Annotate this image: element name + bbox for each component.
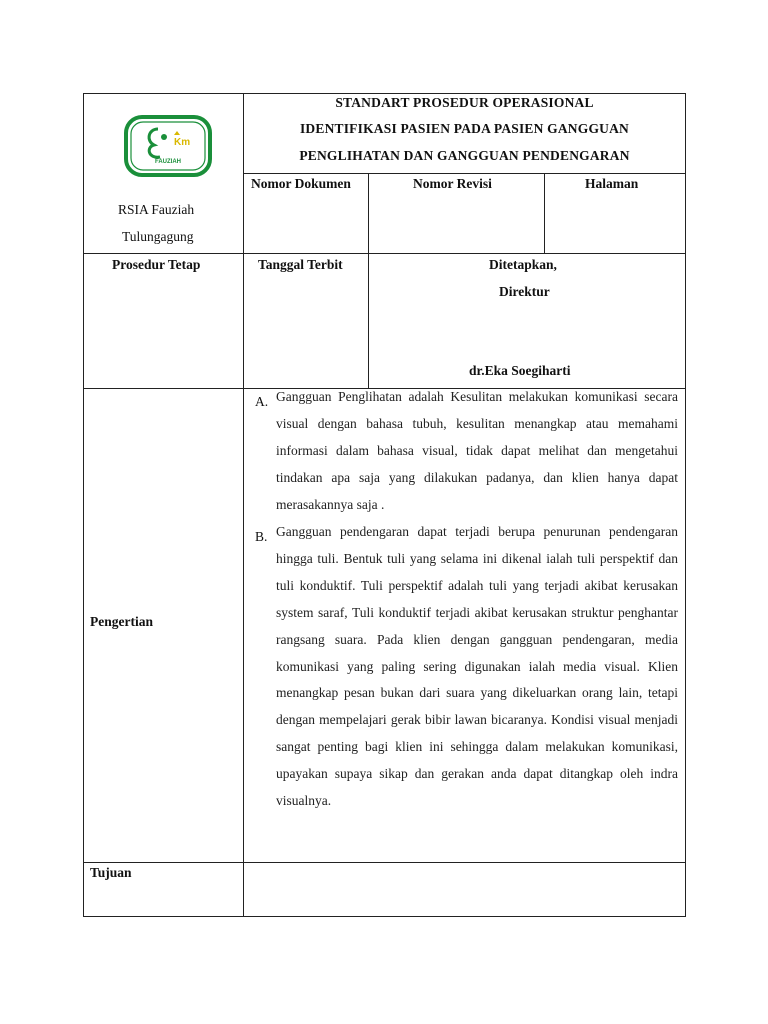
nomor-dokumen-label: Nomor Dokumen: [251, 176, 351, 191]
pengertian-item-b-text: Gangguan pendengaran dapat terjadi berupa penurunan pendengaran hingga tuli. Bentuk tuli yang selama ini dikenal ialah tuli perspektif dan tuli konduktif. Tuli perspektif adalah tuli yang terjadi akibat kerusakan system saraf, Tuli konduktif terjadi akibat kerusakan struktur penghantar rangsang suara. Pada klien dengan gangguan pendengaran, media komunikasi yang paling sering digunakan ialah media visual. Klien menangkap pesan bukan dari suara yang dikeluarkan orang lain, tetapi dengan mempelajari gerak bibir lawan bicaranya. Kondisi visual menjadi sangat penting bagi klien ini sehingga dalam melakukan komunikasi, upayakan supaya sikap dan gerakan anda dapat ditangkap oleh indra visualnya.: [276, 524, 678, 809]
pengertian-label: Pengertian: [90, 614, 153, 629]
divider-doc-1: [368, 173, 369, 388]
nomor-revisi-label: Nomor Revisi: [413, 176, 492, 191]
ditetapkan-label: Ditetapkan,: [489, 257, 557, 272]
divider-pengertian: [83, 862, 686, 863]
institution-city: Tulungagung: [122, 229, 194, 244]
prosedur-tetap-label: Prosedur Tetap: [112, 257, 201, 272]
divider-doc-2: [544, 173, 545, 253]
halaman-label: Halaman: [585, 176, 639, 191]
tujuan-label: Tujuan: [90, 865, 132, 880]
direktur-label: Direktur: [499, 284, 550, 299]
divider-docinfo: [83, 253, 686, 254]
divider-left-column: [243, 93, 244, 917]
pengertian-item-b-marker: B.: [255, 529, 268, 544]
title-line-3: PENGLIHATAN DAN GANGGUAN PENDENGARAN: [299, 148, 630, 163]
logo-text: FAUZIAH: [155, 159, 181, 165]
tanggal-terbit-label: Tanggal Terbit: [258, 257, 343, 272]
hospital-logo: [124, 115, 212, 177]
title-line-1: STANDART PROSEDUR OPERASIONAL: [335, 95, 594, 110]
divider-header: [244, 173, 685, 174]
title-line-2: IDENTIFIKASI PASIEN PADA PASIEN GANGGUAN: [299, 121, 630, 136]
logo-mark: Km: [174, 137, 191, 148]
pengertian-item-a-marker: A.: [255, 394, 269, 409]
signatory-name: dr.Eka Soegiharti: [469, 363, 571, 378]
institution-name: RSIA Fauziah: [118, 202, 195, 217]
pengertian-item-a-text: Gangguan Penglihatan adalah Kesulitan melakukan komunikasi secara visual dengan bahasa tubuh, kesulitan menangkap atau memahami informasi dalam bahasa visual, tidak dapat melihat dan mengetahui tindakan apa saja yang dilakukan padanya, dan klien hanya dapat merasakannya saja .: [276, 389, 678, 512]
